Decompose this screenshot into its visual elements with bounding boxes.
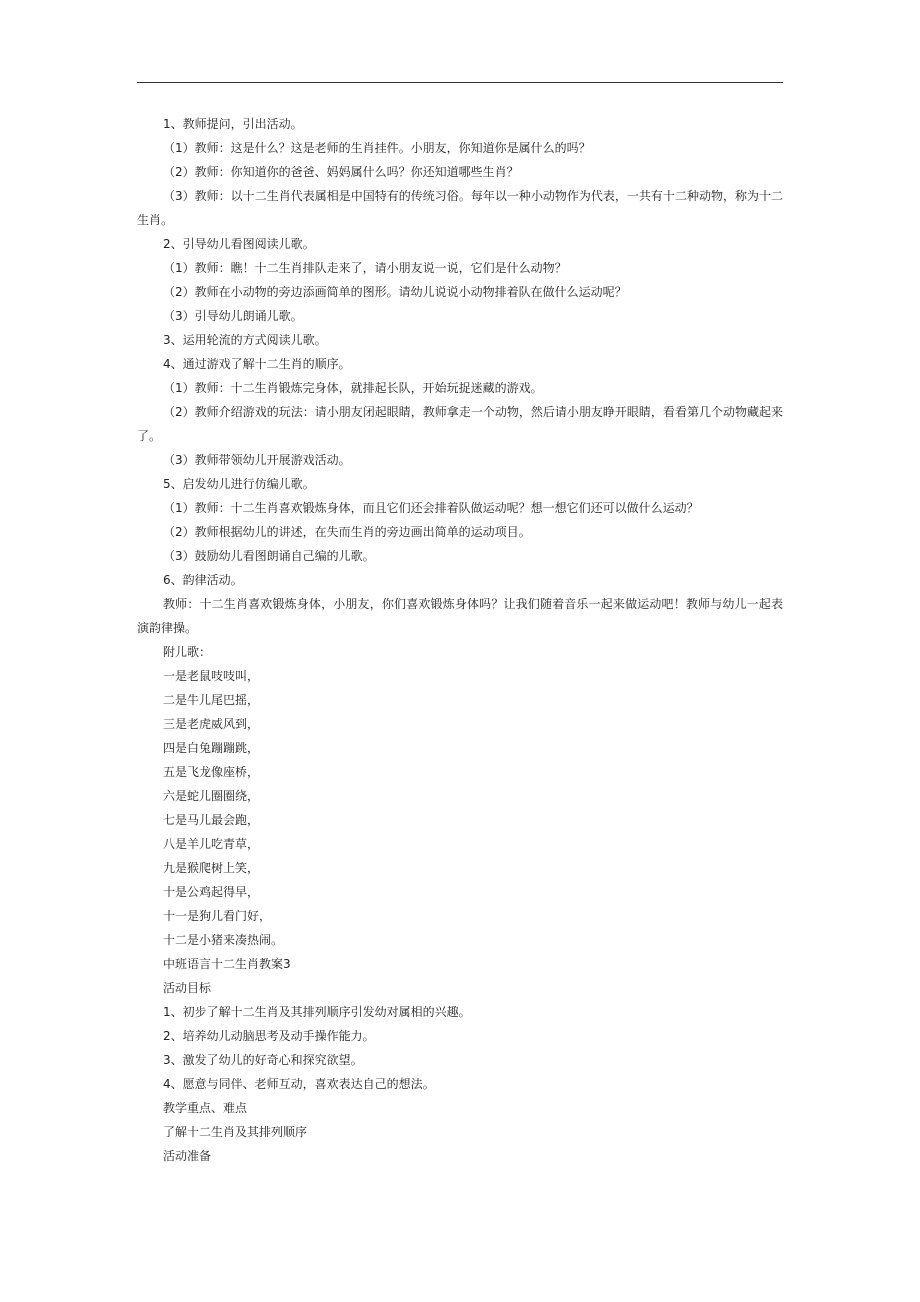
step-2-heading: 2、引导幼儿看图阅读儿歌。 [163,237,315,251]
goal-item: 4、愿意与同伴、老师互动，喜欢表达自己的想法。 [163,1077,435,1091]
rhyme-line: 七是马儿最会跑， [163,813,260,827]
paragraph: （2）教师介绍游戏的玩法：请小朋友闭起眼睛，教师拿走一个动物，然后请小朋友睁开眼睛，看看第几个动物藏起来了。 [137,405,783,443]
step-6-heading: 6、韵律活动。 [163,573,243,587]
paragraph: （3）教师：以十二生肖代表属相是中国特有的传统习俗。每年以一种小动物作为代表，一共有十二种动物，称为十二生肖。 [137,189,783,227]
key-point-text: 了解十二生肖及其排列顺序 [163,1125,308,1139]
paragraph: （3）引导幼儿朗诵儿歌。 [163,309,303,323]
section-heading-goals: 活动目标 [163,981,212,995]
goal-item: 2、培养幼儿动脑思考及动手操作能力。 [163,1029,375,1043]
rhyme-line: 八是羊儿吃青草， [163,837,260,851]
rhyme-line: 九是猴爬树上笑， [163,861,260,875]
step-3-heading: 3、运用轮流的方式阅读儿歌。 [163,333,327,347]
rhyme-line: 六是蛇儿圈圈绕， [163,789,260,803]
step-1-heading: 1、教师提问，引出活动。 [163,117,303,131]
rhyme-line: 十是公鸡起得早， [163,885,260,899]
section-heading-preparation: 活动准备 [163,1149,212,1163]
rhyme-line: 十二是小猪来凑热闹。 [163,933,284,947]
paragraph: （2）教师根据幼儿的讲述，在失而生肖的旁边画出简单的运动项目。 [163,525,531,539]
paragraph: （3）教师带领幼儿开展游戏活动。 [163,453,351,467]
rhyme-line: 四是白兔蹦蹦跳， [163,741,260,755]
document-body [137,112,783,1168]
paragraph: （1）教师：十二生肖锻炼完身体，就排起长队，开始玩捉迷藏的游戏。 [163,381,543,395]
rhyme-line: 五是飞龙像座桥， [163,765,260,779]
paragraph: （1）教师：这是什么？这是老师的生肖挂件。小朋友，你知道你是属什么的吗？ [163,141,591,155]
section-heading-key-points: 教学重点、难点 [163,1101,248,1115]
paragraph: （3）鼓励幼儿看图朗诵自己编的儿歌。 [163,549,375,563]
paragraph: （2）教师在小动物的旁边添画简单的图形。请幼儿说说小动物排着队在做什么运动呢？ [163,285,627,299]
step-4-heading: 4、通过游戏了解十二生肖的顺序。 [163,357,351,371]
paragraph: （1）教师：十二生肖喜欢锻炼身体，而且它们还会排着队做运动呢？想一想它们还可以做什么运动？ [163,501,699,515]
paragraph: 教师：十二生肖喜欢锻炼身体，小朋友，你们喜欢锻炼身体吗？让我们随着音乐一起来做运动吧！教师与幼儿一起表演韵律操。 [137,597,783,635]
rhyme-heading: 附儿歌： [163,645,212,659]
paragraph: （1）教师：瞧！十二生肖排队走来了，请小朋友说一说，它们是什么动物？ [163,261,567,275]
step-5-heading: 5、启发幼儿进行仿编儿歌。 [163,477,315,491]
goal-item: 1、初步了解十二生肖及其排列顺序引发幼对属相的兴趣。 [163,1005,471,1019]
rhyme-line: 一是老鼠吱吱叫， [163,669,260,683]
rhyme-line: 十一是狗儿看门好， [163,909,272,923]
paragraph: （2）教师：你知道你的爸爸、妈妈属什么吗？你还知道哪些生肖？ [163,165,519,179]
rhyme-line: 二是牛儿尾巴摇， [163,693,260,707]
lesson-plan-title: 中班语言十二生肖教案3 [163,957,291,971]
header-rule [137,82,783,83]
rhyme-line: 三是老虎威风到， [163,717,260,731]
goal-item: 3、激发了幼儿的好奇心和探究欲望。 [163,1053,363,1067]
